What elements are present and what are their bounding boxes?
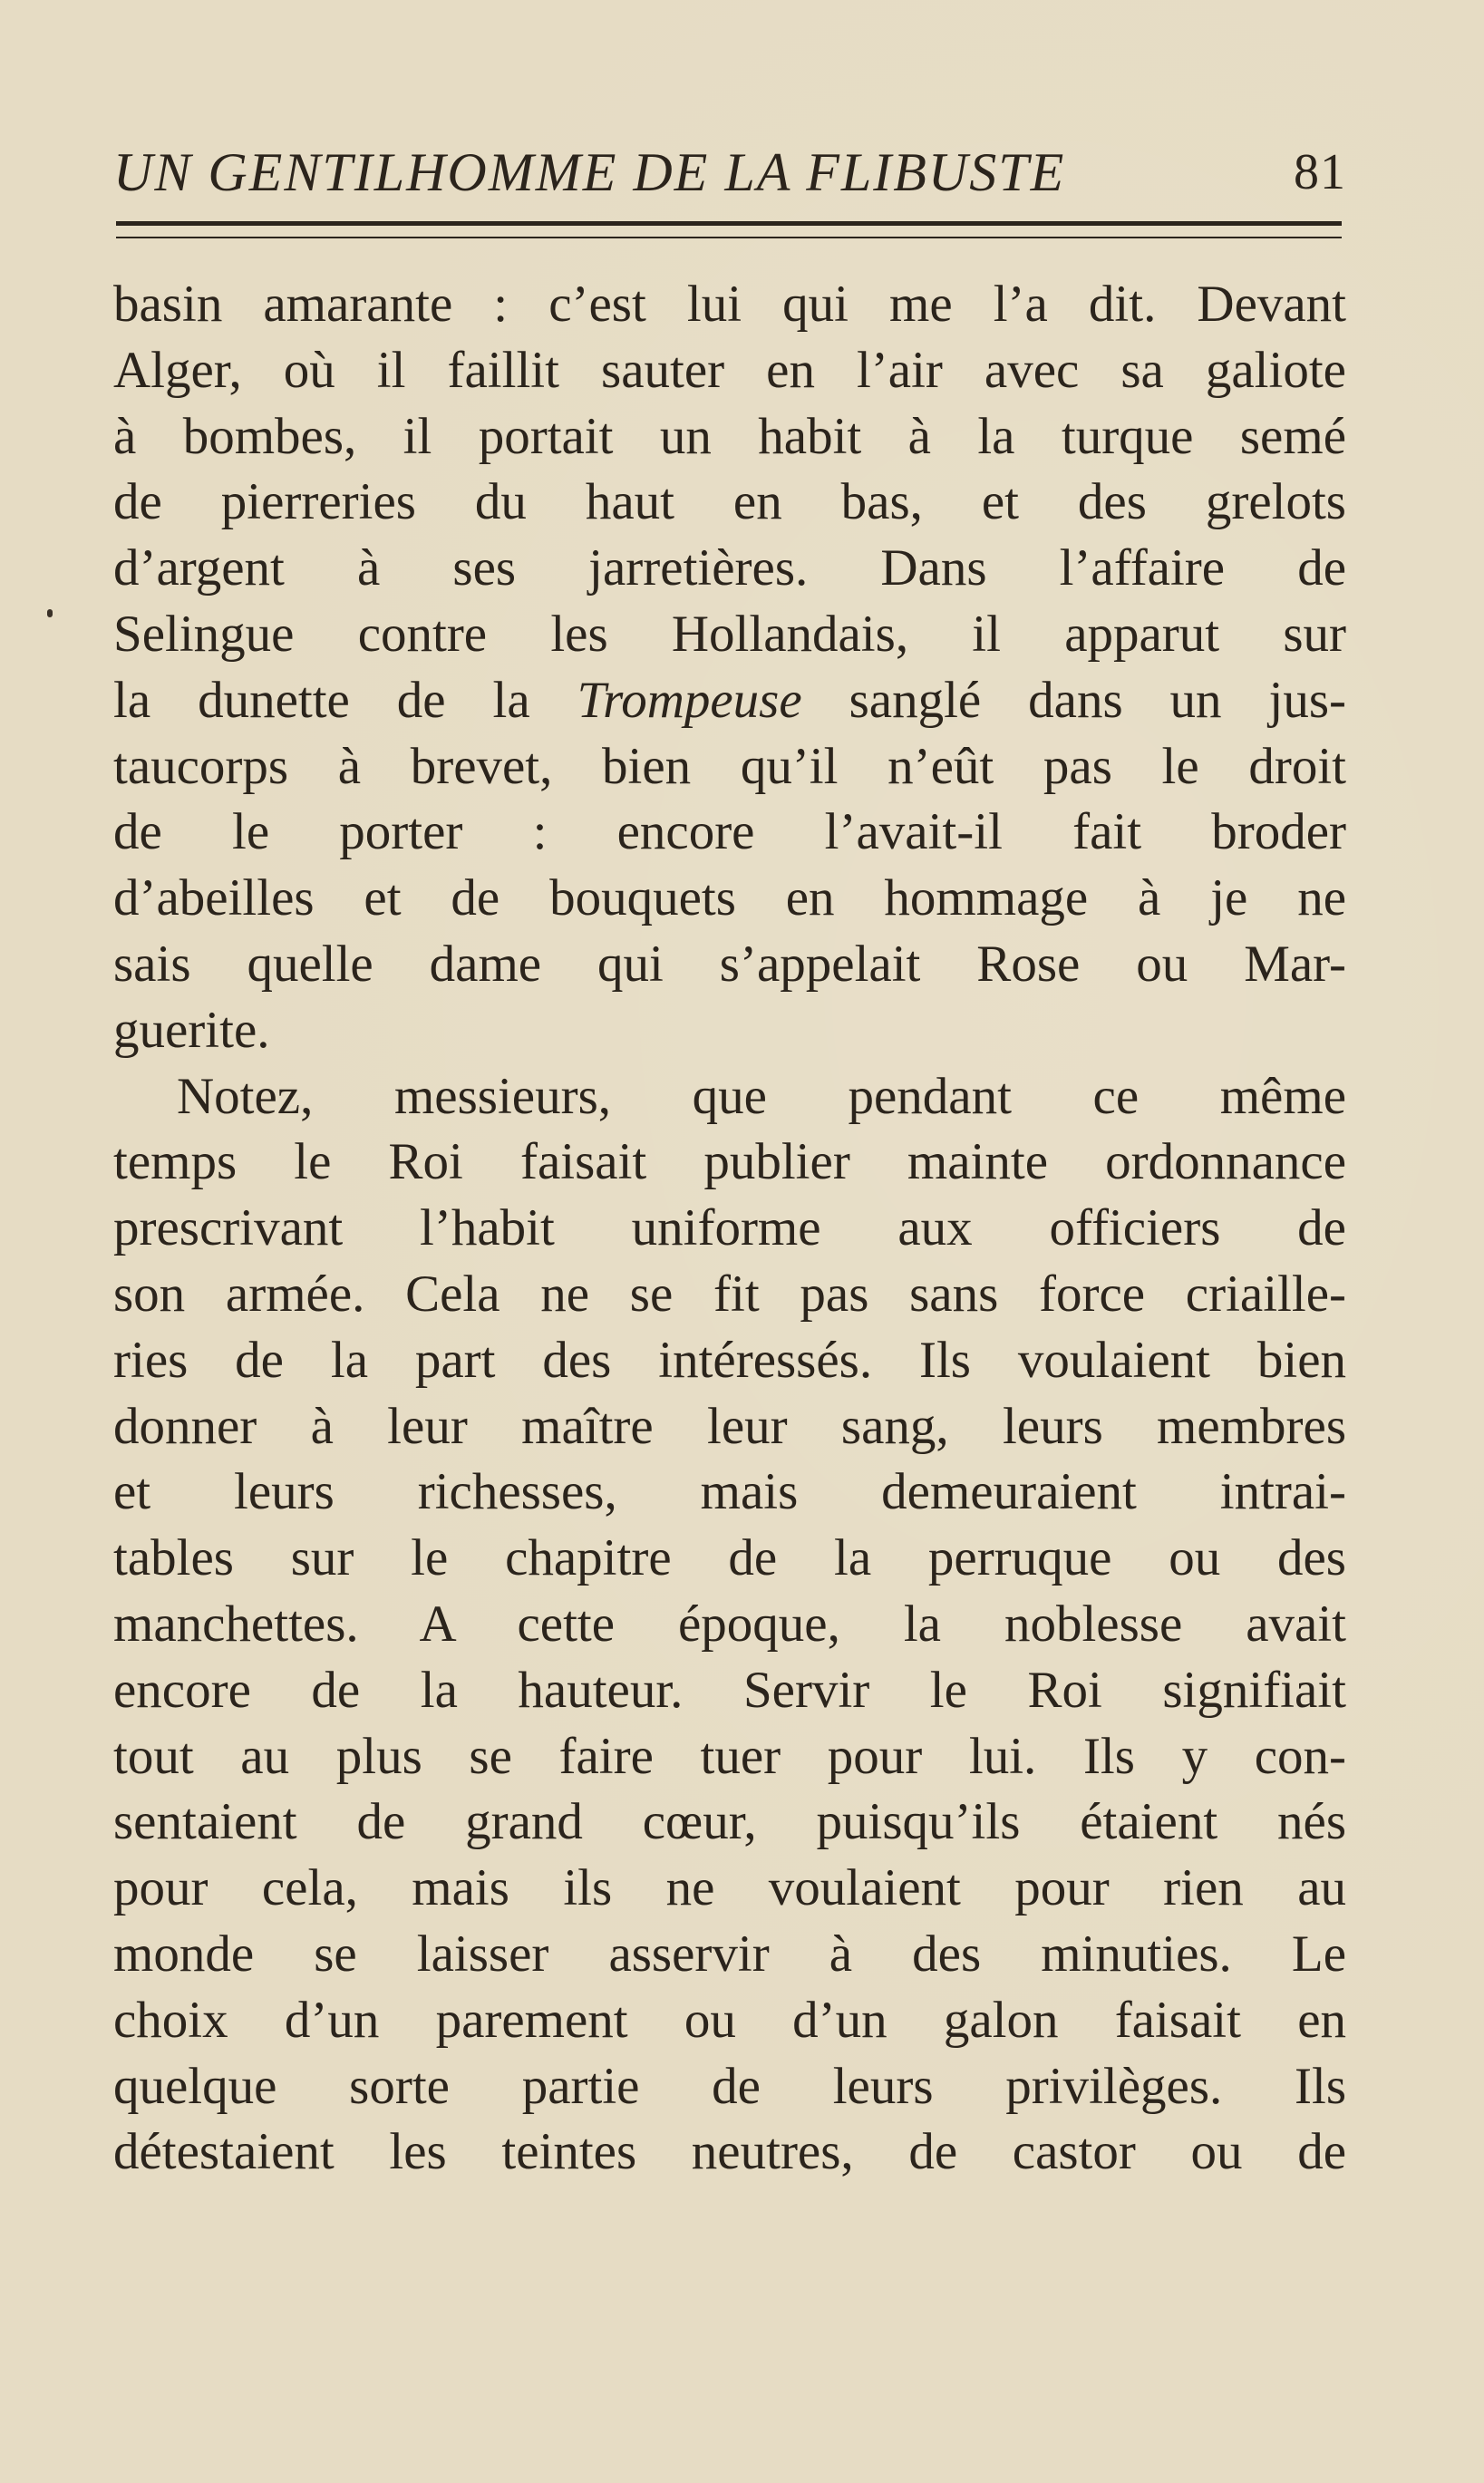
text-line: pour cela, mais ils ne voulaient pour rien au bbox=[113, 1859, 1346, 1917]
text-run: sanglé dans un jus- bbox=[801, 671, 1346, 729]
text-line: d’abeilles et de bouquets en hommage à je ne bbox=[113, 869, 1346, 927]
text-line: Alger, où il faillit sauter en l’air avec sa galiote bbox=[113, 341, 1346, 399]
text-line: temps le Roi faisait publier mainte ordonnance bbox=[113, 1133, 1346, 1191]
text-line: détestaient les teintes neutres, de castor ou de bbox=[113, 2123, 1346, 2181]
text-line: de le porter : encore l’avait-il fait broder bbox=[113, 803, 1346, 861]
ink-speck bbox=[47, 609, 53, 617]
text-line: prescrivant l’habit uniforme aux officiers de bbox=[113, 1199, 1346, 1257]
header-rule-thick bbox=[116, 221, 1342, 226]
text-line: basin amarante : c’est lui qui me l’a dit. Devant bbox=[113, 276, 1346, 333]
body-text bbox=[113, 272, 1346, 2186]
text-line: Notez, messieurs, que pendant ce même bbox=[177, 1067, 1346, 1125]
text-line: encore de la hauteur. Servir le Roi signifiait bbox=[113, 1661, 1346, 1719]
text-line: donner à leur maître leur sang, leurs membres bbox=[113, 1397, 1346, 1455]
header-rule-thin bbox=[116, 237, 1342, 238]
text-line: et leurs richesses, mais demeuraient intrai- bbox=[113, 1463, 1346, 1521]
text-line: sais quelle dame qui s’appelait Rose ou Mar- bbox=[113, 935, 1346, 993]
text-line: quelque sorte partie de leurs privilèges. Ils bbox=[113, 2057, 1346, 2115]
text-line bbox=[113, 668, 1346, 734]
text-line: tout au plus se faire tuer pour lui. Ils y con- bbox=[113, 1727, 1346, 1785]
running-head bbox=[113, 136, 1346, 209]
text-line: son armée. Cela ne se fit pas sans force criaille- bbox=[113, 1265, 1346, 1323]
ship-name: Trompeuse bbox=[577, 671, 802, 729]
page-number: 81 bbox=[1294, 144, 1346, 200]
text-line: sentaient de grand cœur, puisqu’ils étaient nés bbox=[113, 1793, 1346, 1851]
running-title: UN GENTILHOMME DE LA FLIBUSTE bbox=[113, 142, 1066, 202]
text-line: ries de la part des intéressés. Ils voulaient bien bbox=[113, 1331, 1346, 1389]
text-line: d’argent à ses jarretières. Dans l’affaire de bbox=[113, 539, 1346, 597]
text-line: choix d’un parement ou d’un galon faisait en bbox=[113, 1991, 1346, 2049]
text-line: tables sur le chapitre de la perruque ou des bbox=[113, 1529, 1346, 1587]
text-line: à bombes, il portait un habit à la turque semé bbox=[113, 407, 1346, 465]
text-line: taucorps à brevet, bien qu’il n’eût pas le droit bbox=[113, 737, 1346, 795]
text-line: monde se laisser asservir à des minuties. Le bbox=[113, 1925, 1346, 1983]
text-line: de pierreries du haut en bas, et des grelots bbox=[113, 473, 1346, 531]
text-run: la dunette de la bbox=[113, 671, 577, 729]
text-line: guerite. bbox=[113, 1001, 270, 1059]
text-line: manchettes. A cette époque, la noblesse avait bbox=[113, 1595, 1346, 1653]
text-line: Selingue contre les Hollandais, il apparut sur bbox=[113, 605, 1346, 663]
